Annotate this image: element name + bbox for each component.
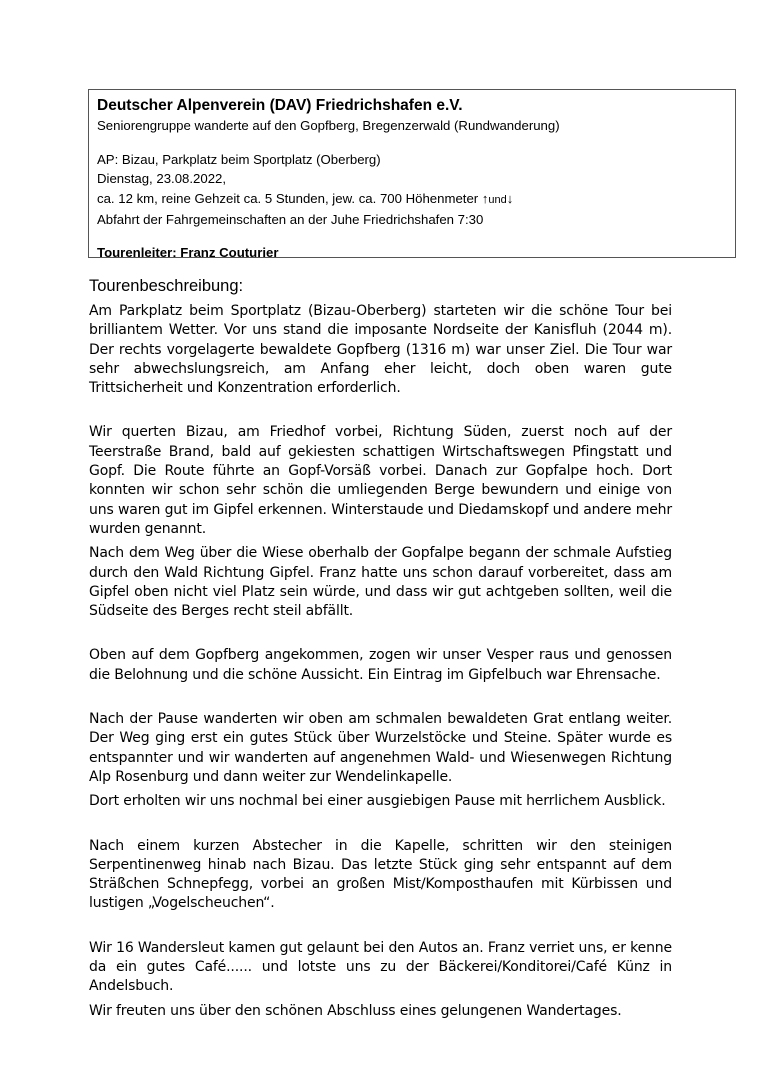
meeting-point: AP: Bizau, Parkplatz beim Sportplatz (Oberberg) (97, 151, 381, 167)
paragraph: Nach der Pause wanderten wir oben am schmalen bewaldeten Grat entlang weiter. Der Weg ging erst ein gutes Stück über Wurzelstöcke und Steine. Später wurde es entspannter und wir wanderten auf angenehmen Wald- und Wiesenwegen Richtung Alp Rosenburg und dann weiter zur Wendelinkapelle. (89, 711, 672, 785)
tour-info-box (88, 89, 736, 258)
tour-distance (97, 189, 727, 211)
tour-subtitle: Seniorengruppe wanderte auf den Gopfberg, Bregenzerwald (Rundwanderung) (97, 118, 560, 133)
distance-text: ca. 12 km, reine Gehzeit ca. 5 Stunden, jew. ca. 700 Höhenmeter (97, 190, 482, 206)
paragraph: Oben auf dem Gopfberg angekommen, zogen wir unser Vesper raus und genossen die Belohnung und die schöne Aussicht. Ein Eintrag im Gipfelbuch war Ehrensache. (89, 647, 672, 683)
paragraph: Nach einem kurzen Abstecher in die Kapelle, schritten wir den steinigen Serpentinenweg hinab nach Bizau. Das letzte Stück ging sehr entspannt auf dem Sträßchen Schnepfegg, vorbei an großen Mist/Komposthaufen mit Kürbissen und lustigen „Vogelscheuchen“. (89, 837, 672, 912)
club-title: Deutscher Alpenverein (DAV) Friedrichshafen e.V. (97, 97, 463, 114)
paragraph: Nach dem Weg über die Wiese oberhalb der Gopfalpe begann der schmale Aufstieg durch den Wald Richtung Gipfel. Franz hatte uns schon darauf vorbereitet, dass am Gipfel oben nicht viel Platz sein würde, und dass wir gut achtgeben sollten, weil die Südseite des Berges recht steil abfällt. (89, 545, 672, 620)
paragraph: Am Parkplatz beim Sportplatz (Bizau-Oberberg) starteten wir die schöne Tour bei brilliantem Wetter. Vor uns stand die imposante Nordseite der Kanisfluh (2044 m). Der rechts vorgelagerte bewaldete Gopfberg (1316 m) war unser Ziel. Die Tour war sehr abwechslungsreich, am Anfang eher leicht, doch oben waren gute Trittsicherheit und Konzentration erforderlich. (89, 303, 672, 397)
paragraph: Dort erholten wir uns nochmal bei einer ausgiebigen Pause mit herrlichem Ausblick. (89, 793, 666, 810)
paragraph: Wir 16 Wandersleut kamen gut gelaunt bei den Autos an. Franz verriet uns, er kenne da ein gutes Café...... und lotste uns zu der Bäckerei/Konditorei/Café Künz in Andelsbuch. (89, 939, 672, 995)
und-text: und (488, 193, 507, 206)
arrow-up-icon: ↑ (481, 190, 489, 206)
paragraph: Wir querten Bizau, am Friedhof vorbei, Richtung Süden, zuerst noch auf der Teerstraße Brand, bald auf gekiesten schattigen Wirtschaftswegen Pfingstatt und Gopf. Die Route führte an Gopf-Vorsäß vorbei. Danach zur Gopfalpe hoch. Dort konnten wir schon sehr schön die umliegenden Berge bewundern und einige von uns waren gut im Gipfel erkennen. Winterstaude und Diedamskopf und andere mehr wurden genannt. (89, 424, 672, 537)
tour-date: Dienstag, 23.08.2022, (97, 171, 227, 186)
tour-description (89, 302, 672, 1021)
arrow-down-icon: ↓ (506, 190, 514, 206)
paragraph: Wir freuten uns über den schönen Abschluss eines gelungenen Wandertages. (89, 1002, 622, 1019)
tour-leader: Tourenleiter: Franz Couturier (97, 244, 279, 260)
departure-info: Abfahrt der Fahrgemeinschaften an der Juhe Friedrichshafen 7:30 (97, 212, 484, 227)
section-heading: Tourenbeschreibung: (89, 277, 244, 295)
